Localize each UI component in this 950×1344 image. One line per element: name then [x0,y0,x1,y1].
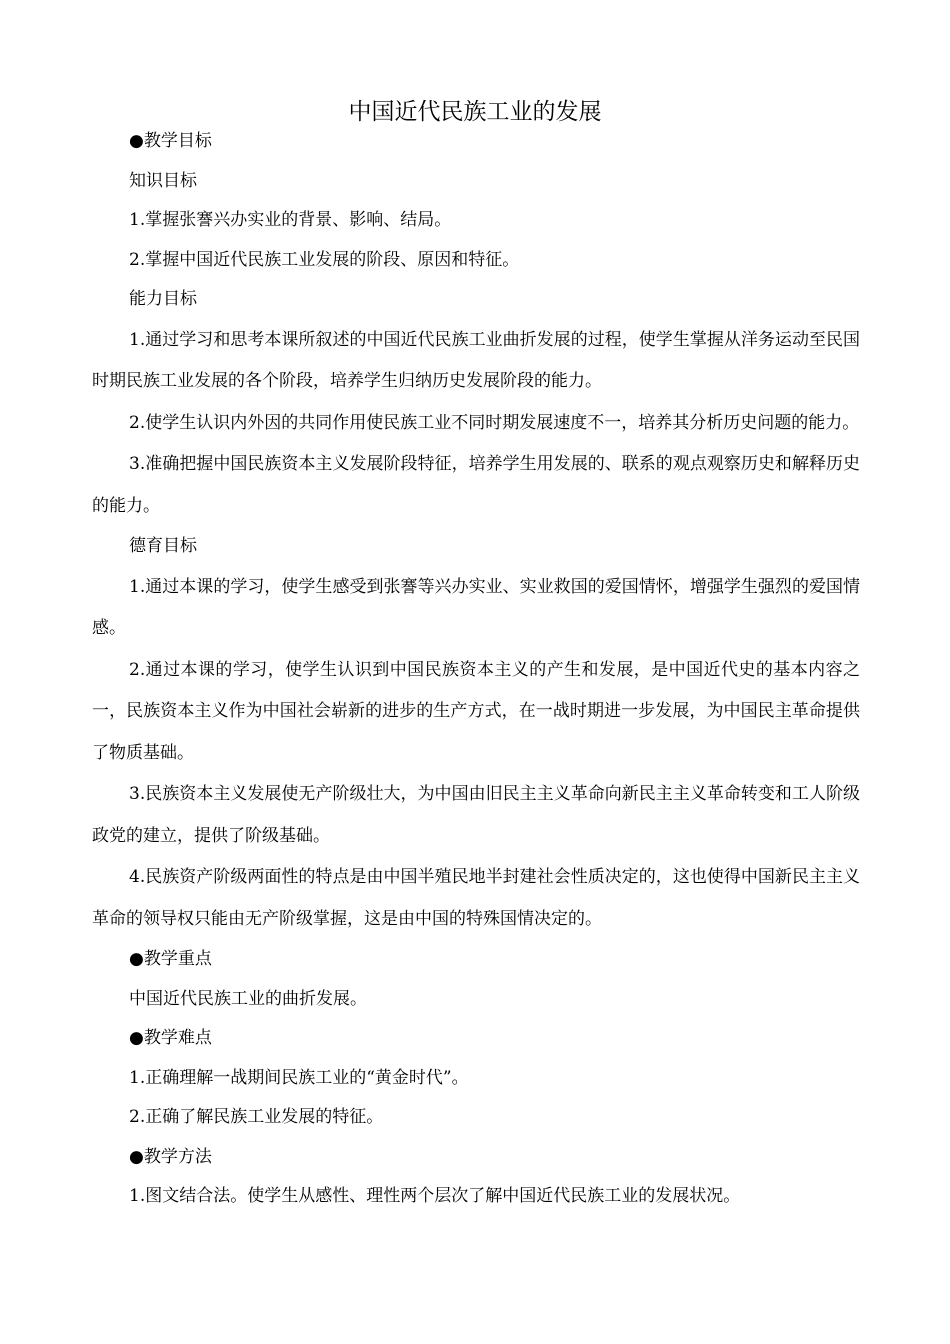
moral-item-2: 2.通过本课的学习，使学生认识到中国民族资本主义的产生和发展，是中国近代史的基本内容之一，民族资本主义作为中国社会崭新的进步的生产方式，在一战时期进一步发展，为中国民主革命提供了物质基础。 [92,659,860,763]
section-heading-difficulty: ●教学难点 [129,1028,212,1048]
document-body [92,122,860,1217]
moral-item-1: 1.通过本课的学习，使学生感受到张謇等兴办实业、实业救国的爱国情怀，增强学生强烈的爱国情感。 [92,576,860,638]
difficulty-item-2: 2.正确了解民族工业发展的特征。 [129,1107,384,1127]
method-item-1: 1.图文结合法。使学生从感性、理性两个层次了解中国近代民族工业的发展状况。 [129,1186,741,1206]
moral-item-3: 3.民族资本主义发展使无产阶级壮大，为中国由旧民主主义革命向新民主主义革命转变和工人阶级政党的建立，提供了阶级基础。 [92,784,860,846]
difficulty-item-1: 1.正确理解一战期间民族工业的“黄金时代”。 [129,1067,469,1088]
subheading-moral: 德育目标 [129,536,197,556]
knowledge-item-1: 1.掌握张謇兴办实业的背景、影响、结局。 [129,210,452,230]
knowledge-item-2: 2.掌握中国近代民族工业发展的阶段、原因和特征。 [129,249,520,270]
focus-item-1: 中国近代民族工业的曲折发展。 [129,988,367,1009]
moral-item-4: 4.民族资产阶级两面性的特点是由中国半殖民地半封建社会性质决定的，这也使得中国新民主主义革命的领导权只能由无产阶级掌握，这是由中国的特殊国情决定的。 [92,867,860,929]
ability-item-3: 3.准确把握中国民族资本主义发展阶段特征，培养学生用发展的、联系的观点观察历史和解释历史的能力。 [92,454,860,516]
section-heading-focus: ●教学重点 [129,949,212,969]
section-heading-method: ●教学方法 [129,1146,212,1167]
document-title: 中国近代民族工业的发展 [348,99,602,125]
subheading-knowledge: 知识目标 [129,170,197,191]
subheading-ability: 能力目标 [129,289,197,309]
ability-item-1: 1.通过学习和思考本课所叙述的中国近代民族工业曲折发展的过程，使学生掌握从洋务运动至民国时期民族工业发展的各个阶段，培养学生归纳历史发展阶段的能力。 [92,329,860,391]
ability-item-2: 2.使学生认识内外因的共同作用使民族工业不同时期发展速度不一，培养其分析历史问题的能力。 [129,412,860,433]
section-heading-objectives: ●教学目标 [129,131,212,151]
